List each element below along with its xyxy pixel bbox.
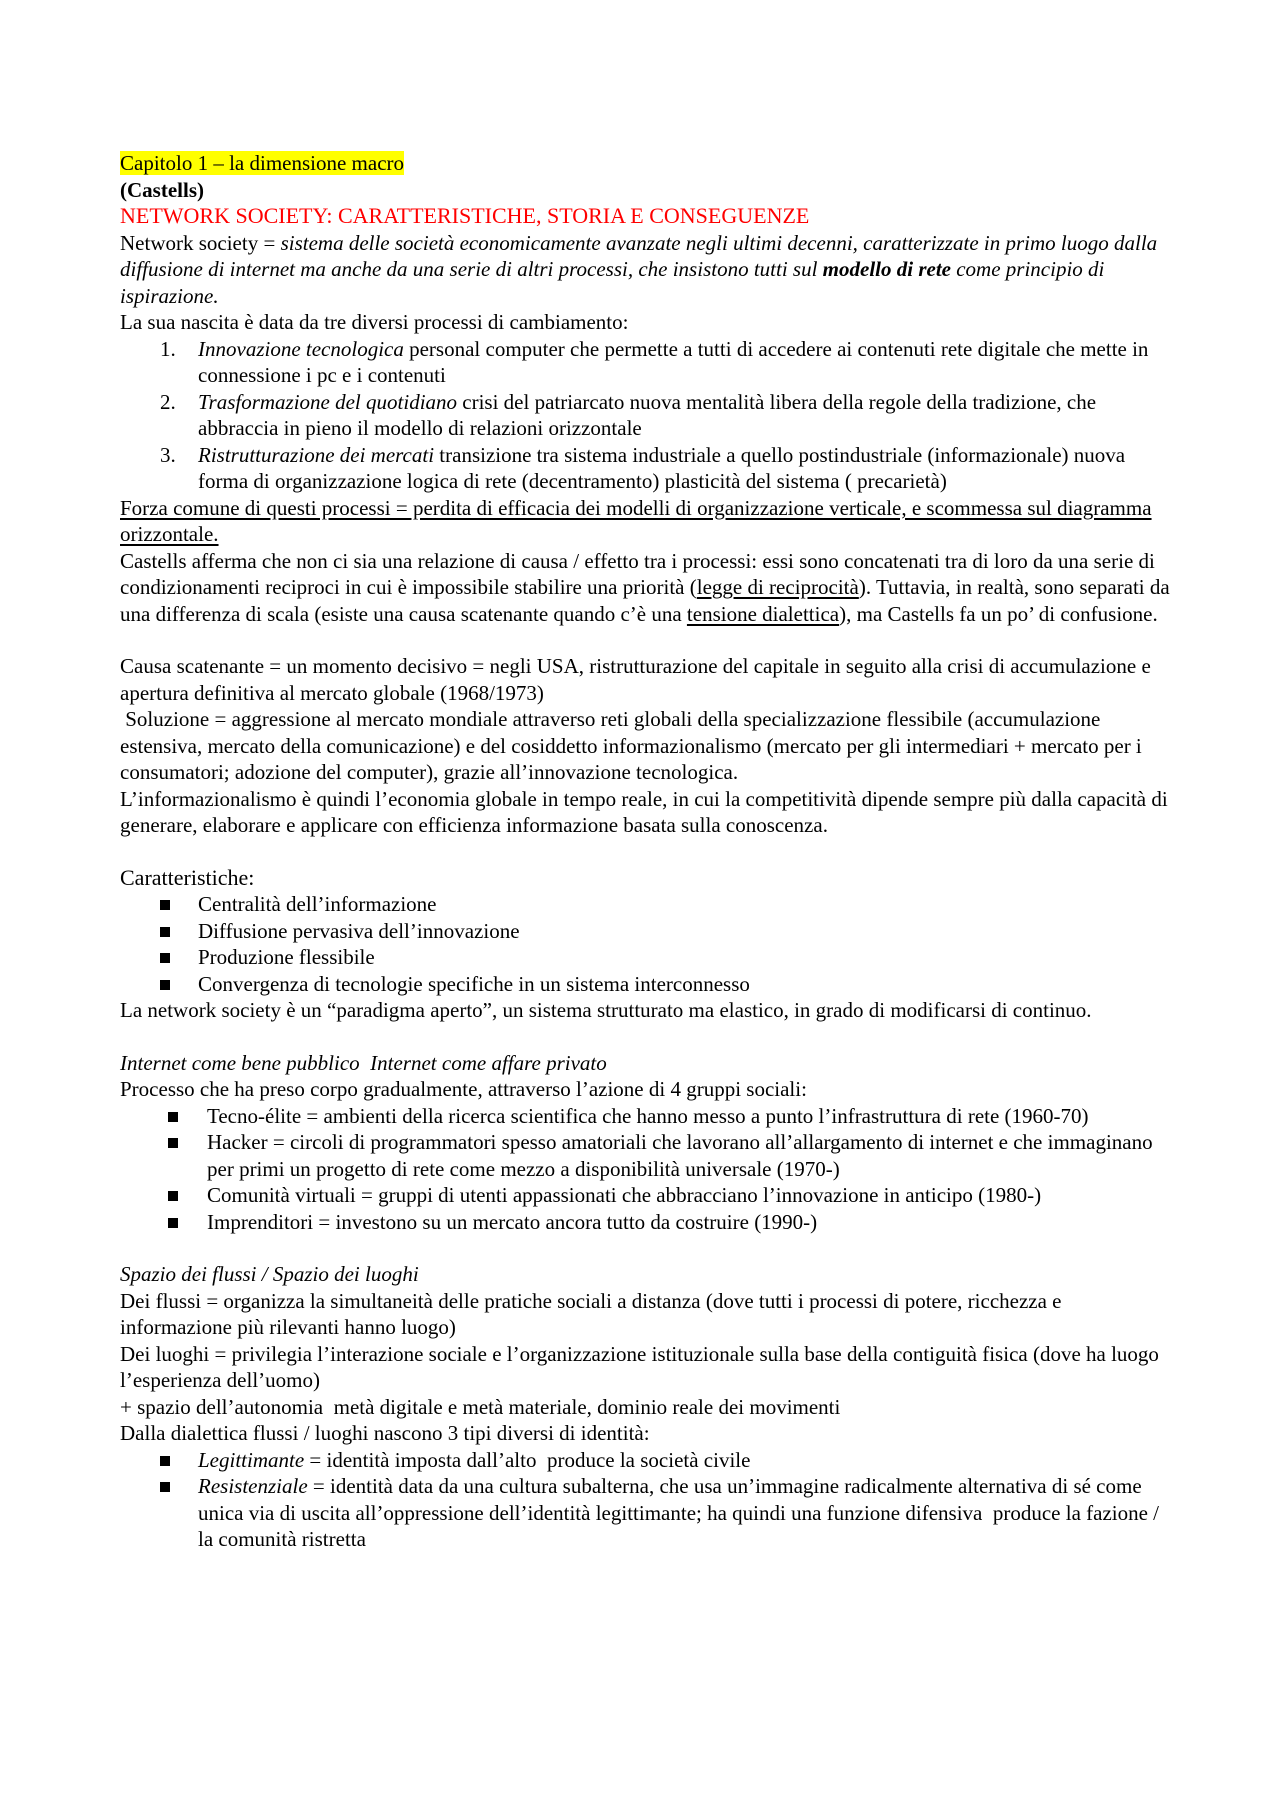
square-bullet-icon [168, 1112, 178, 1122]
square-bullet-icon [168, 1218, 178, 1228]
square-bullet-icon [168, 1191, 178, 1201]
characteristics-heading: Caratteristiche: [120, 864, 255, 890]
square-bullet-icon [160, 900, 170, 910]
informational-paragraph: L’informazionalismo è quindi l’economia globale in tempo reale, in cui la competitività dipende sempre più dalla capacità di generare, elaborare e applicare con efficienza informazione basata sulla conoscenza. [120, 786, 1168, 837]
list-item: Convergenza di tecnologie specifiche in un sistema interconnesso [120, 971, 1170, 998]
square-bullet-icon [160, 927, 170, 937]
internet-intro: Processo che ha preso corpo gradualmente, attraverso l’azione di 4 gruppi sociali: [120, 1077, 807, 1101]
cause-paragraph: Causa scatenante = un momento decisivo = negli USA, ristrutturazione del capitale in seguito alla crisi di accumulazione e apertura definitiva al mercato globale (1968/1973) [120, 654, 1151, 705]
chapter-title-highlight: Capitolo 1 – la dimensione macro [120, 151, 405, 175]
identities-list [120, 1447, 1170, 1553]
list-item: Legittimante = identità imposta dall’alto produce la società civile [120, 1447, 1170, 1474]
list-item: Centralità dell’informazione [120, 891, 1170, 918]
chapter-title [120, 150, 1170, 177]
author-label: (Castells) [120, 177, 204, 202]
processes-intro: La sua nascita è data da tre diversi processi di cambiamento: [120, 310, 629, 334]
document-body [120, 150, 1170, 1553]
list-item: 2. Trasformazione del quotidiano crisi del patriarcato nuova mentalità libera della regole della tradizione, che abbraccia in pieno il modello di relazioni orizzontale [160, 389, 1097, 440]
square-bullet-icon [168, 1138, 178, 1148]
common-force-paragraph: Forza comune di questi processi = perdita di efficacia dei modelli di organizzazione verticale, e scommessa sul diagramma orizzontale. [120, 495, 1152, 546]
characteristics-list [120, 891, 1170, 997]
list-item: Hacker = circoli di programmatori spesso amatoriali che lavorano all’allargamento di internet e che immaginano per primi un progetto di rete come mezzo a disponibilità universale (1970-) [120, 1129, 1170, 1182]
autonomy-paragraph: + spazio dell’autonomia metà digitale e metà materiale, dominio reale dei movimenti [120, 1394, 841, 1419]
list-item: Diffusione pervasiva dell’innovazione [120, 918, 1170, 945]
list-item: 1. Innovazione tecnologica personal computer che permette a tutti di accedere ai contenuti rete digitale che mette in connessione i pc e i contenuti [160, 336, 1149, 387]
definition-paragraph: Network society = sistema delle società economicamente avanzate negli ultimi decenni, caratterizzate in primo luogo dalla diffusione di internet ma anche da una serie di altri processi, che insistono tutti sul modello di rete come principio di ispirazione. [120, 230, 1158, 308]
square-bullet-icon [160, 980, 170, 990]
list-item: Resistenziale = identità data da una cultura subalterna, che usa un’immagine radicalmente alternativa di sé come unica via di uscita all’oppressione dell’identità legittimante; ha quindi una funzione difensiva produce la fazione / la comunità ristretta [120, 1473, 1170, 1553]
square-bullet-icon [160, 953, 170, 963]
list-item: 3. Ristrutturazione dei mercati transizione tra sistema industriale a quello postindustriale (informazionale) nuova forma di organizzazione logica di rete (decentramento) plasticità del sistema ( precarietà) [160, 442, 1126, 493]
flows-heading: Spazio dei flussi / Spazio dei luoghi [120, 1262, 419, 1286]
list-item: Comunità virtuali = gruppi di utenti appassionati che abbracciano l’innovazione in anticipo (1980-) [120, 1182, 1170, 1209]
castells-paragraph: Castells afferma che non ci sia una relazione di causa / effetto tra i processi: essi sono concatenati tra di loro da una serie di condizionamenti reciproci in cui è impossibile stabilire una priorità (legge di reciprocità). Tuttavia, in realtà, sono separati da una differenza di scala (esiste una causa scatenante quando c’è una tensione dialettica), ma Castells fa un po’ di confusione. [120, 548, 1170, 626]
processes-list [120, 336, 1170, 495]
groups-list [120, 1103, 1170, 1236]
identities-intro: Dalla dialettica flussi / luoghi nascono 3 tipi diversi di identità: [120, 1421, 650, 1445]
section-heading: NETWORK SOCIETY: CARATTERISTICHE, STORIA E CONSEGUENZE [120, 203, 810, 228]
solution-paragraph: Soluzione = aggressione al mercato mondiale attraverso reti globali della specializzazione flessibile (accumulazione estensiva, mercato della comunicazione) e del cosiddetto informazionalismo (mercato per gli intermediari + mercato per i consumatori; adozione del computer), grazie all’innovazione tecnologica. [120, 707, 1148, 784]
list-item: Produzione flessibile [120, 944, 1170, 971]
square-bullet-icon [160, 1482, 170, 1492]
square-bullet-icon [160, 1456, 170, 1466]
places-paragraph: Dei luoghi = privilegia l’interazione sociale e l’organizzazione istituzionale sulla base della contiguità fisica (dove ha luogo l’esperienza dell’uomo) [120, 1341, 1159, 1392]
internet-heading: Internet come bene pubblico Internet come affare privato [120, 1050, 607, 1075]
flows-paragraph: Dei flussi = organizza la simultaneità delle pratiche sociali a distanza (dove tutti i processi di potere, ricchezza e informazione più rilevanti hanno luogo) [120, 1288, 1062, 1339]
open-paradigm-paragraph: La network society è un “paradigma aperto”, un sistema strutturato ma elastico, in grado di modificarsi di continuo. [120, 998, 1092, 1022]
list-item: Imprenditori = investono su un mercato ancora tutto da costruire (1990-) [120, 1209, 1170, 1236]
list-item: Tecno-élite = ambienti della ricerca scientifica che hanno messo a punto l’infrastruttura di rete (1960-70) [120, 1103, 1170, 1130]
